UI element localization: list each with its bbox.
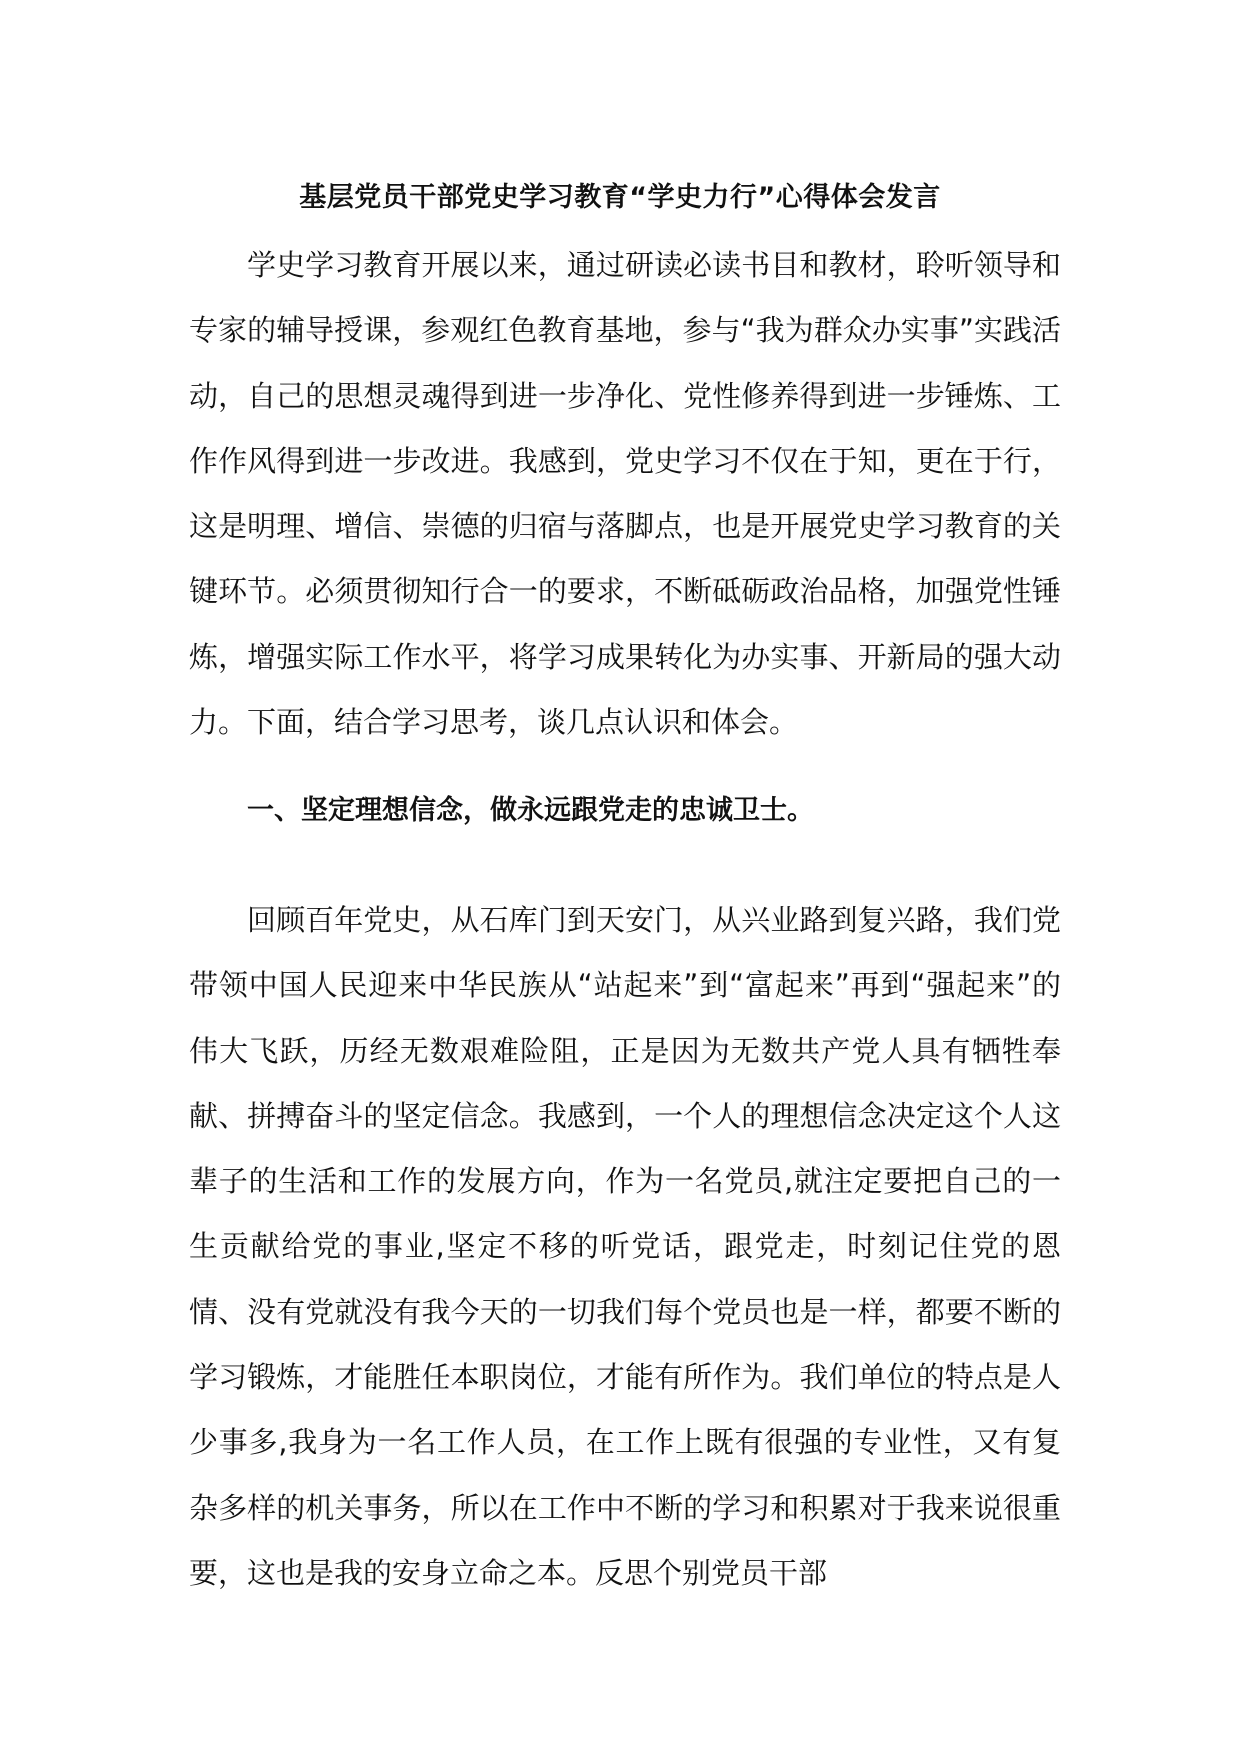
paragraph-section-1: 回顾百年党史，从石库门到天安门，从兴业路到复兴路，我们党带领中国人民迎来中华民族从“站起来”到“富起来”再到“强起来”的伟大飞跃，历经无数艰难险阻，正是因为无数共产党人具有牺牲奉献、拼搏奋斗的坚定信念。我感到，一个人的理想信念决定这个人这辈子的生活和工作的发展方向，作为一名党员,就注定要把自己的一生贡献给党的事业,坚定不移的听党话，跟党走，时刻记住党的恩情、没有党就没有我今天的一切我们每个党员也是一样，都要不断的学习锻炼，才能胜任本职岗位，才能有所作为。我们单位的特点是人少事多,我身为一名工作人员，在工作上既有很强的专业性，又有复杂多样的机关事务，所以在工作中不断的学习和积累对于我来说很重要，这也是我的安身立命之本。反思个别党员干部 <box>189 903 1061 1590</box>
section-heading-1: 一、坚定理想信念，做永远跟党走的忠诚卫士。 <box>247 795 814 826</box>
paragraph-intro: 学史学习教育开展以来，通过研读必读书目和教材，聆听领导和专家的辅导授课，参观红色教育基地，参与“我为群众办实事”实践活动，自己的思想灵魂得到进一步净化、党性修养得到进一步锤炼、工作作风得到进一步改进。我感到，党史学习不仅在于知，更在于行，这是明理、增信、崇德的归宿与落脚点，也是开展党史学习教育的关键环节。必须贯彻知行合一的要求，不断砥砺政治品格，加强党性锤炼，增强实际工作水平，将学习成果转化为办实事、开新局的强大动力。下面，结合学习思考，谈几点认识和体会。 <box>189 248 1061 740</box>
document-title: 基层党员干部党史学习教育“学史力行”心得体会发言 <box>299 182 941 213</box>
